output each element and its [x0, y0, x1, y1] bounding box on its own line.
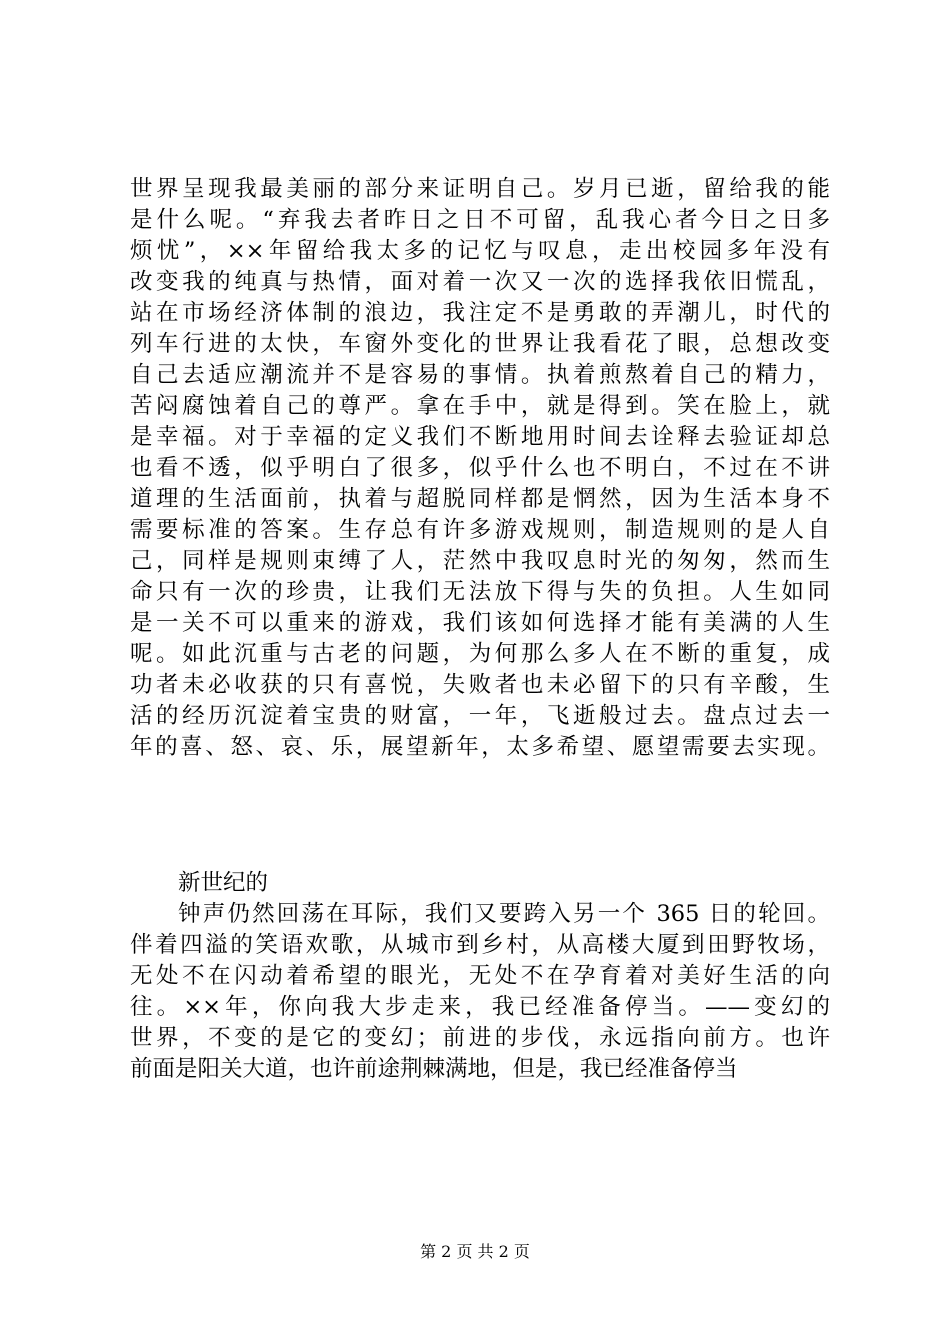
paragraph-line: 世界呈现我最美丽的部分来证明自己。岁月已逝，留给我的能 — [130, 176, 830, 202]
paragraph-line: 无处不在闪动着希望的眼光，无处不在孕育着对美好生活的向 — [130, 963, 830, 989]
paragraph-1 — [130, 174, 830, 763]
paragraph-line: 是什么呢。“弃我去者昨日之日不可留，乱我心者今日之日多 — [130, 207, 830, 233]
paragraph-line: 命只有一次的珍贵，让我们无法放下得与失的负担。人生如同 — [130, 579, 830, 605]
paragraph-line: 往。××年，你向我大步走来，我已经准备停当。——变幻的 — [130, 994, 830, 1020]
paragraph-line: 改变我的纯真与热情，面对着一次又一次的选择我依旧慌乱， — [130, 269, 830, 295]
paragraph-2 — [130, 899, 830, 1085]
paragraph-line: 列车行进的太快，车窗外变化的世界让我看花了眼，总想改变 — [130, 331, 830, 357]
paragraph-line: 前面是阳关大道，也许前途荆棘满地，但是，我已经准备停当 — [130, 1056, 738, 1082]
paragraph-line: 年的喜、怒、哀、乐，展望新年，太多希望、愿望需要去实现。 — [130, 734, 830, 760]
paragraph-line: 站在市场经济体制的浪边，我注定不是勇敢的弄潮儿，时代的 — [130, 300, 830, 326]
paragraph-line: 苦闷腐蚀着自己的尊严。拿在手中，就是得到。笑在脸上，就 — [130, 393, 830, 419]
paragraph-line: 也看不透，似乎明白了很多，似乎什么也不明白，不过在不讲 — [130, 455, 830, 481]
paragraph-line: 己，同样是规则束缚了人，茫然中我叹息时光的匆匆，然而生 — [130, 548, 830, 574]
paragraph-line: 世界，不变的是它的变幻；前进的步伐，永远指向前方。也许 — [130, 1025, 830, 1051]
paragraph-line: 自己去适应潮流并不是容易的事情。执着煎熬着自己的精力， — [130, 362, 830, 388]
paragraph-line: 是一关不可以重来的游戏，我们该如何选择才能有美满的人生 — [130, 610, 830, 636]
paragraph-line: 需要标准的答案。生存总有许多游戏规则，制造规则的是人自 — [130, 517, 830, 543]
paragraph-line: 钟声仍然回荡在耳际，我们又要跨入另一个 365 日的轮回。 — [178, 901, 830, 927]
section-heading: 新世纪的 — [178, 870, 269, 896]
paragraph-line: 功者未必收获的只有喜悦，失败者也未必留下的只有辛酸，生 — [130, 672, 830, 698]
page-number-footer: 第 2 页 共 2 页 — [420, 1242, 530, 1261]
paragraph-line: 伴着四溢的笑语欢歌，从城市到乡村，从高楼大厦到田野牧场， — [130, 932, 830, 958]
paragraph-line: 道理的生活面前，执着与超脱同样都是惘然，因为生活本身不 — [130, 486, 830, 512]
paragraph-line: 呢。如此沉重与古老的问题，为何那么多人在不断的重复，成 — [130, 641, 830, 667]
paragraph-line: 活的经历沉淀着宝贵的财富，一年，飞逝般过去。盘点过去一 — [130, 703, 830, 729]
paragraph-line: 是幸福。对于幸福的定义我们不断地用时间去诠释去验证却总 — [130, 424, 830, 450]
paragraph-line: 烦忧”，××年留给我太多的记忆与叹息，走出校园多年没有 — [130, 238, 830, 264]
